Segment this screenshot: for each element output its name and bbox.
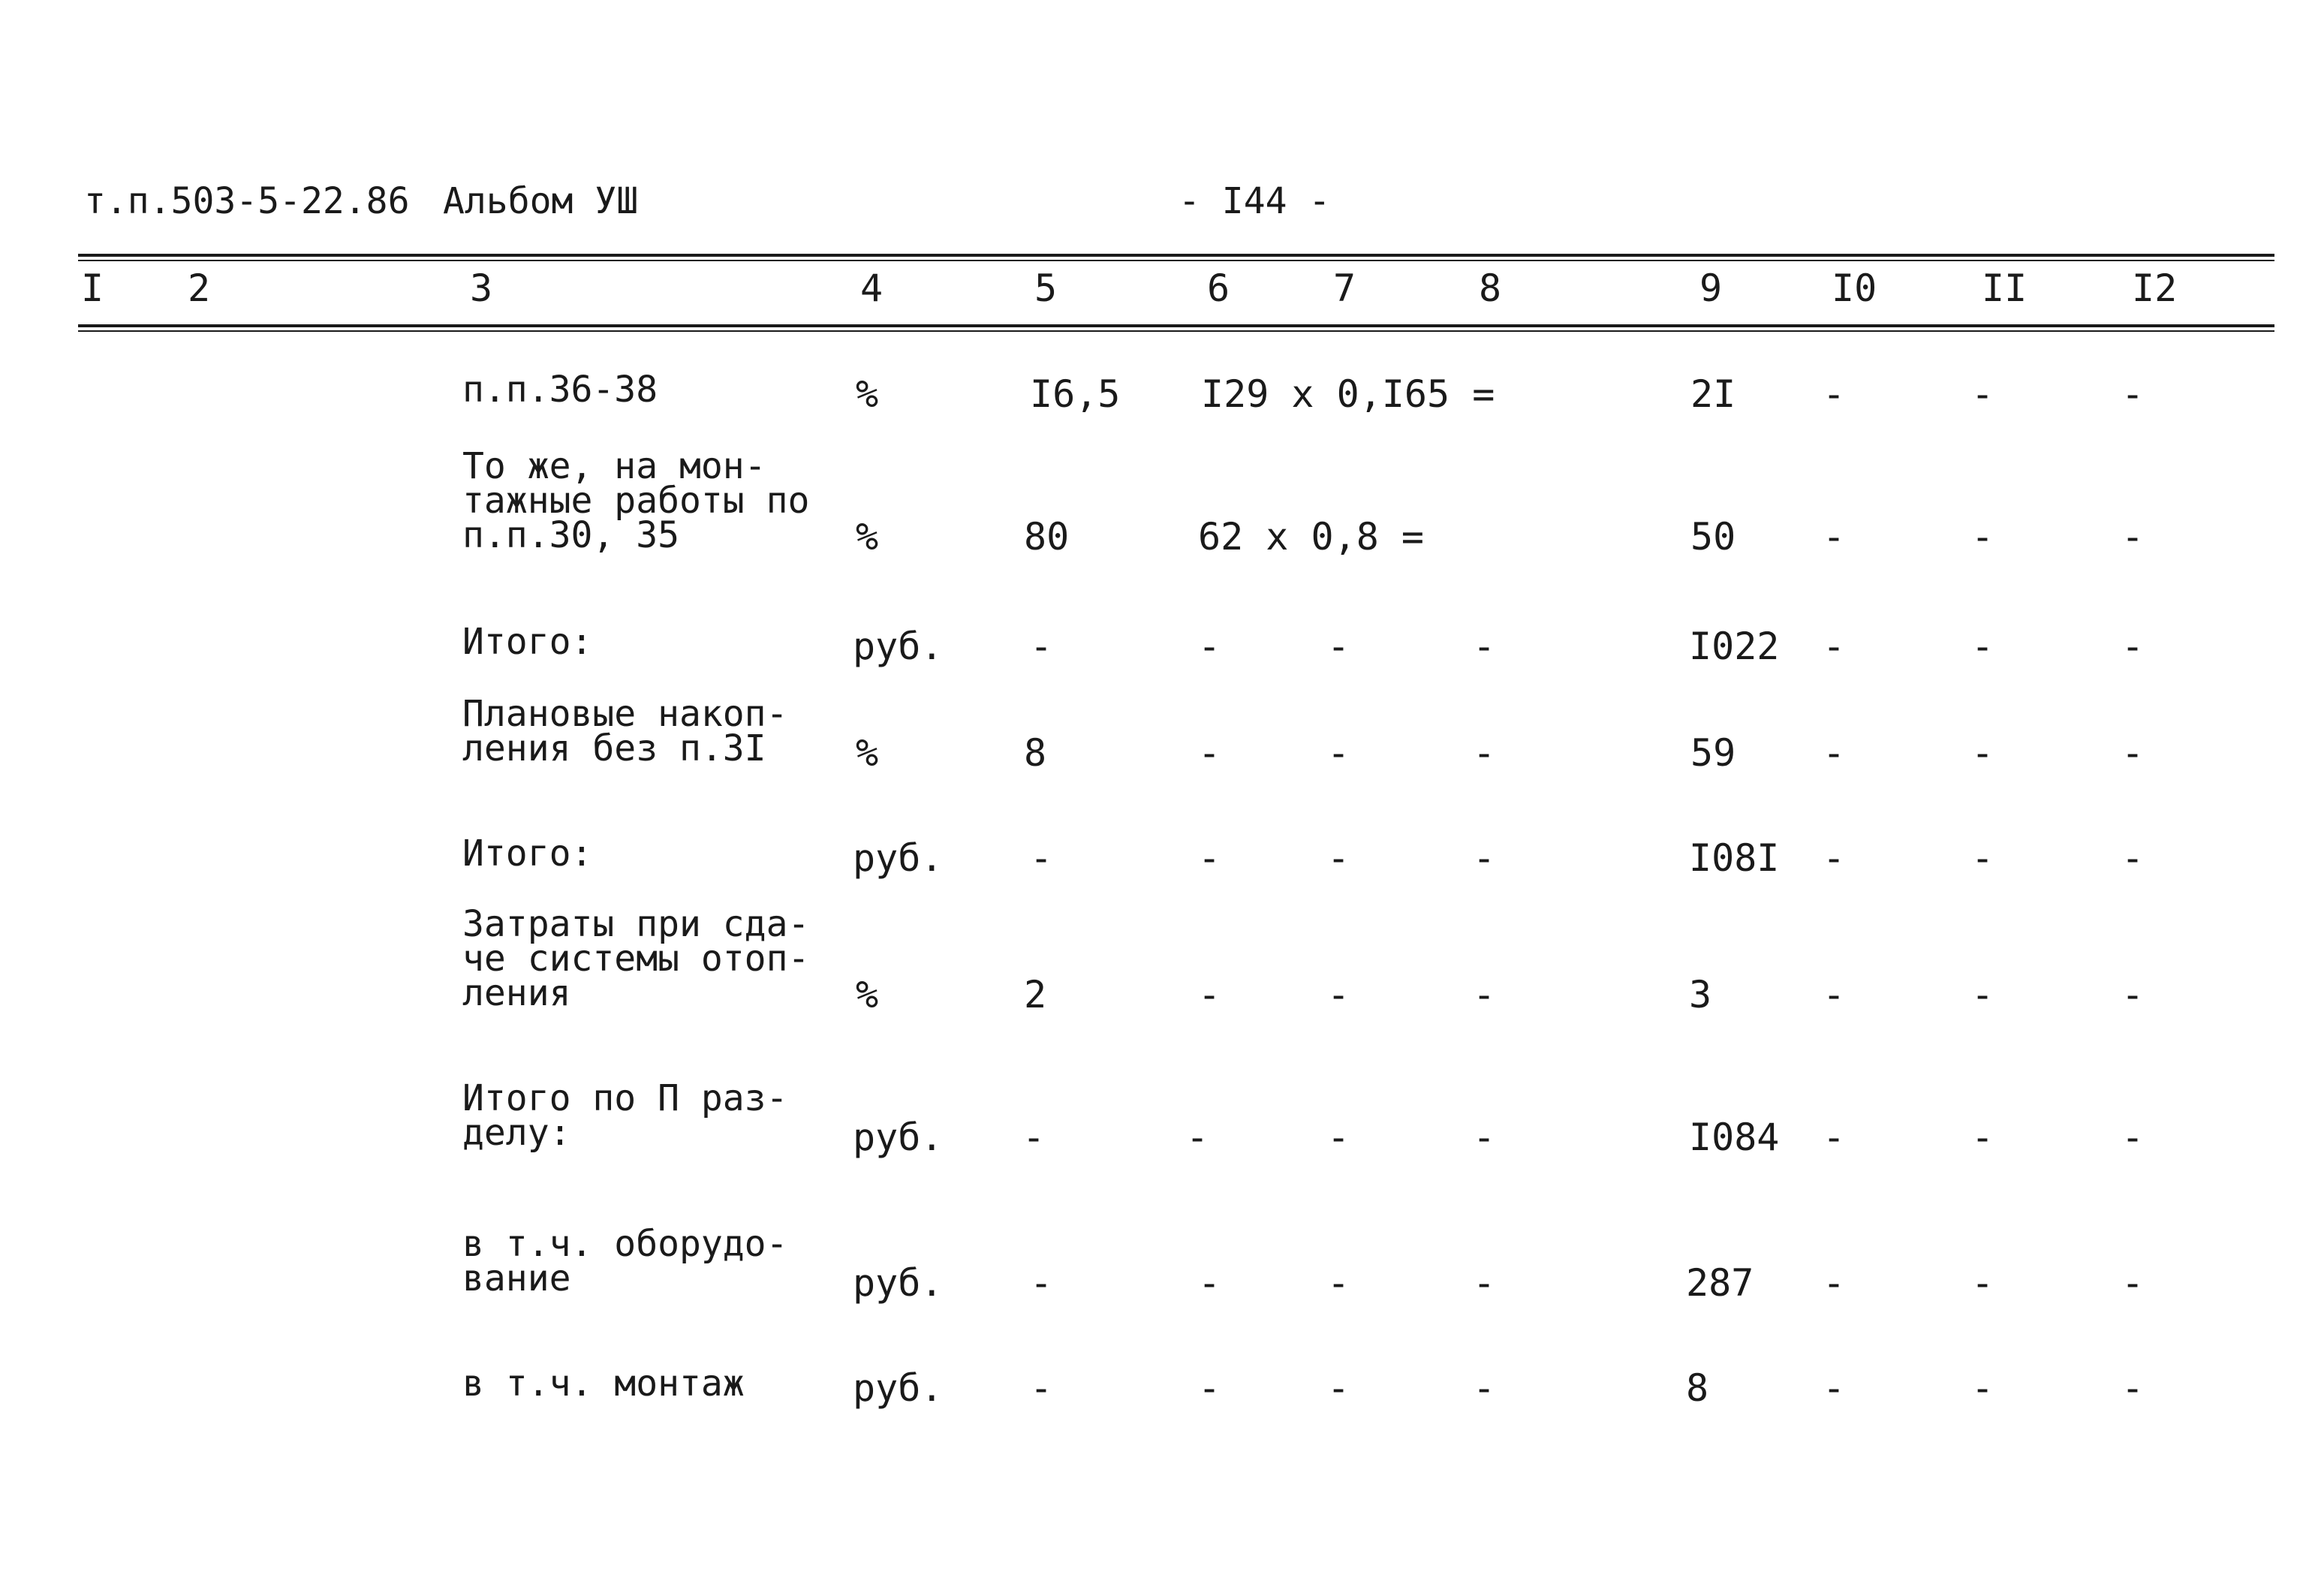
row-calculation: - [1198, 625, 1221, 668]
row-rate: - [1030, 625, 1053, 668]
row-col10: - [1823, 1116, 1846, 1159]
column-header-5: 5 [1034, 267, 1058, 310]
row-col7: - [1327, 731, 1350, 775]
row-col7: - [1327, 1116, 1350, 1159]
row-total: I022 [1689, 625, 1780, 668]
row-col8: - [1473, 1116, 1496, 1159]
column-header-12: I2 [2132, 267, 2178, 310]
row-unit: % [856, 372, 879, 416]
row-description: Итого: [462, 621, 593, 663]
column-header-11: II [1982, 267, 2028, 310]
row-col12: - [2121, 1261, 2145, 1305]
column-header-7: 7 [1333, 267, 1356, 310]
row-description: в т.ч. монтаж [462, 1363, 745, 1405]
row-rate: - [1030, 1261, 1053, 1305]
row-rate: 2 [1024, 973, 1047, 1016]
row-rate: - [1030, 1366, 1053, 1410]
row-col8: - [1473, 731, 1496, 775]
row-unit: % [856, 973, 879, 1016]
row-col10: - [1823, 1261, 1846, 1305]
row-unit: руб. [853, 1116, 944, 1159]
row-description: То же, на мон- тажные работы по п.п.30, 35 [462, 445, 810, 556]
row-calculation: - [1198, 1366, 1221, 1410]
column-header-6: 6 [1207, 267, 1230, 310]
row-col11: - [1971, 625, 1994, 668]
row-description: п.п.36-38 [462, 369, 658, 411]
row-col10: - [1823, 625, 1846, 668]
row-calculation: I29 x 0,I65 = [1201, 372, 1495, 416]
row-col11: - [1971, 372, 1994, 416]
row-total: I084 [1689, 1116, 1780, 1159]
row-col12: - [2121, 625, 2145, 668]
top-rule [78, 254, 2274, 257]
row-calculation: - [1198, 973, 1221, 1016]
row-unit: % [856, 731, 879, 775]
row-col10: - [1823, 731, 1846, 775]
album-label: Альбом УШ [443, 180, 639, 222]
row-col8: - [1473, 1366, 1496, 1410]
row-col12: - [2121, 836, 2145, 880]
row-unit: руб. [853, 1261, 944, 1305]
row-col12: - [2121, 1366, 2145, 1410]
row-description: Итого по П раз- делу: [462, 1077, 788, 1154]
row-total: 8 [1686, 1366, 1709, 1410]
row-col10: - [1823, 372, 1846, 416]
column-header-2: 2 [188, 267, 211, 310]
row-col8: - [1473, 973, 1496, 1016]
row-calculation: - [1186, 1116, 1209, 1159]
row-unit: руб. [853, 836, 944, 880]
row-col11: - [1971, 515, 1994, 559]
row-col12: - [2121, 731, 2145, 775]
row-col12: - [2121, 1116, 2145, 1159]
row-col8: - [1473, 625, 1496, 668]
row-total: 50 [1690, 515, 1736, 559]
row-col11: - [1971, 1261, 1994, 1305]
row-total: 287 [1686, 1261, 1754, 1305]
row-calculation: - [1198, 731, 1221, 775]
row-description: Итого: [462, 833, 593, 875]
row-col10: - [1823, 1366, 1846, 1410]
row-col7: - [1327, 1366, 1350, 1410]
row-calculation: - [1198, 1261, 1221, 1305]
row-rate: 8 [1024, 731, 1047, 775]
row-col11: - [1971, 836, 1994, 880]
row-rate: I6,5 [1030, 372, 1121, 416]
row-rate: 80 [1024, 515, 1070, 559]
row-col10: - [1823, 515, 1846, 559]
row-col11: - [1971, 1116, 1994, 1159]
row-col12: - [2121, 515, 2145, 559]
header-bottom-rule [78, 324, 2274, 327]
row-col7: - [1327, 836, 1350, 880]
column-header-4: 4 [860, 267, 884, 310]
row-col10: - [1823, 973, 1846, 1016]
row-col11: - [1971, 1366, 1994, 1410]
row-total: 59 [1690, 731, 1736, 775]
row-total: 2I [1690, 372, 1736, 416]
row-col11: - [1971, 731, 1994, 775]
header-bottom-rule-thin [78, 330, 2274, 332]
row-description: Плановые накоп- ления без п.3I [462, 693, 788, 769]
page-number: - I44 - [1179, 180, 1331, 222]
row-col7: - [1327, 973, 1350, 1016]
column-header-8: 8 [1479, 267, 1502, 310]
row-calculation: - [1198, 836, 1221, 880]
row-col7: - [1327, 625, 1350, 668]
row-description: в т.ч. оборудо- вание [462, 1223, 788, 1299]
row-description: Затраты при сда- че системы отоп- ления [462, 903, 810, 1014]
document-code: т.п.503-5-22.86 [84, 180, 410, 222]
row-col10: - [1823, 836, 1846, 880]
row-col8: - [1473, 836, 1496, 880]
row-col12: - [2121, 372, 2145, 416]
row-col7: - [1327, 1261, 1350, 1305]
column-header-9: 9 [1699, 267, 1723, 310]
column-header-3: 3 [470, 267, 493, 310]
column-header-10: I0 [1832, 267, 1877, 310]
row-total: 3 [1689, 973, 1712, 1016]
top-rule-thin [78, 260, 2274, 261]
row-unit: руб. [853, 1366, 944, 1410]
row-rate: - [1022, 1116, 1046, 1159]
column-header-1: I [81, 267, 104, 310]
row-col8: - [1473, 1261, 1496, 1305]
row-col11: - [1971, 973, 1994, 1016]
row-total: I08I [1689, 836, 1780, 880]
row-rate: - [1030, 836, 1053, 880]
row-unit: % [856, 515, 879, 559]
row-col12: - [2121, 973, 2145, 1016]
row-unit: руб. [853, 625, 944, 668]
row-calculation: 62 x 0,8 = [1198, 515, 1425, 559]
